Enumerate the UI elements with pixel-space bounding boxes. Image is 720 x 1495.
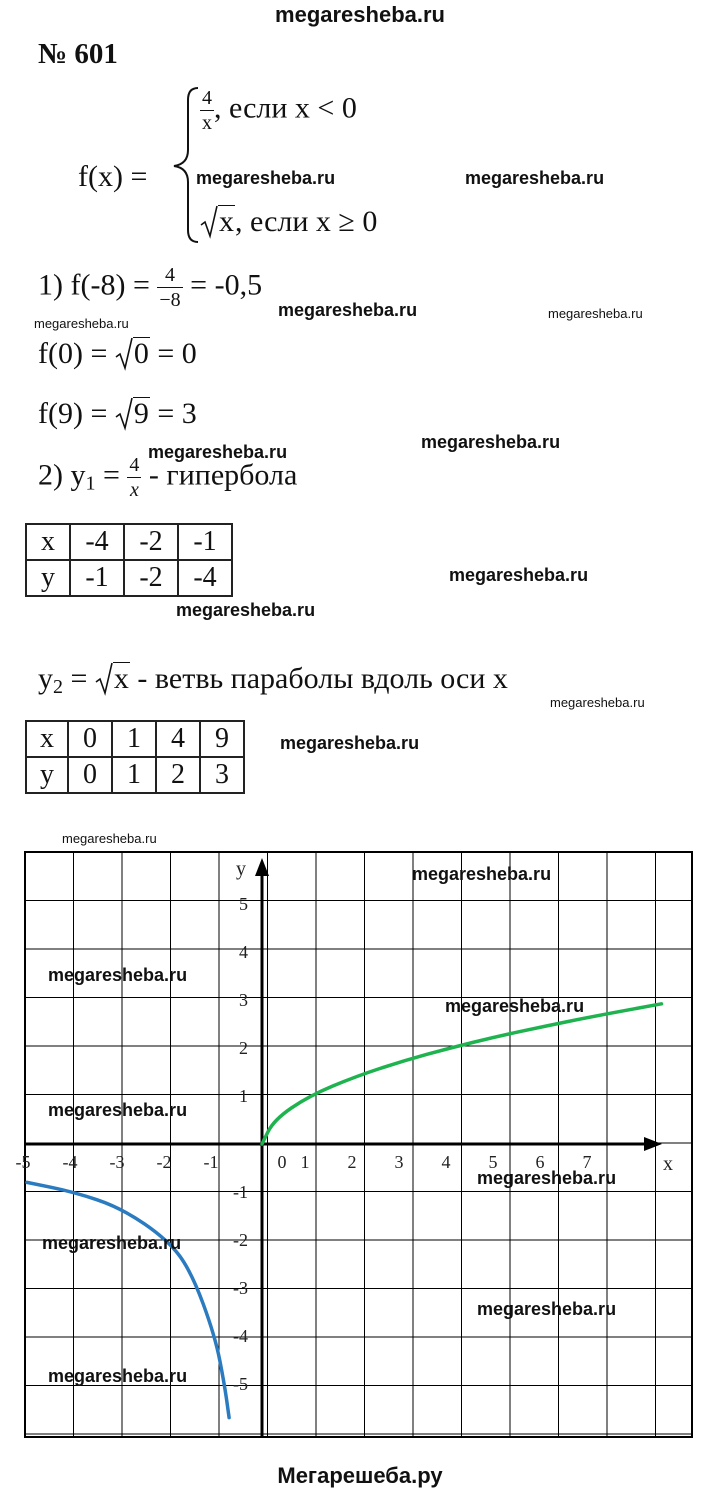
fraction-denominator: x [202,112,212,134]
y-tick-label: -4 [233,1326,248,1346]
watermark: megaresheba.ru [48,1366,188,1386]
watermark: megaresheba.ru [148,442,288,462]
table-cell: -4 [178,560,232,596]
table-cell: y [26,560,70,596]
radicand: 0 [133,337,149,370]
y-tick-label: 5 [239,894,248,914]
case-1-condition: , если x < 0 [214,91,357,125]
x-tick-label: 6 [535,1152,545,1172]
y-tick-label: 4 [239,942,248,962]
equals-sign: = [103,458,120,492]
table-cell: -1 [178,524,232,560]
x-tick-label: -3 [109,1152,125,1172]
fraction-denominator: −8 [159,289,181,311]
table-cell: 1 [112,757,156,793]
radicand: x [113,662,129,695]
watermark: megaresheba.ru [548,306,643,321]
y1-subscript: 1 [85,472,96,495]
eval-result: = -0,5 [190,268,263,302]
radicand: 9 [133,397,149,430]
case-2-condition: , если x ≥ 0 [235,205,378,238]
x-tick-label: 3 [394,1152,404,1172]
watermark: megaresheba.ru [48,965,188,985]
eval-result: = 3 [157,397,197,430]
x-tick-label: 1 [300,1152,310,1172]
y-tick-label: 1 [239,1086,248,1106]
equals-sign: = [70,662,88,695]
x-tick-label: -2 [156,1152,172,1172]
table-cell: -2 [124,560,178,596]
table-cell: 2 [156,757,200,793]
x-tick-label: 0 [277,1152,287,1172]
table-cell: x [26,721,68,757]
x-axis-label: x [663,1153,673,1175]
fraction-denominator: x [129,479,139,501]
y2-description: - ветвь параболы вдоль оси x [137,662,508,695]
y-tick-label: -1 [233,1182,248,1202]
table-cell: -1 [70,560,124,596]
table-cell: 3 [200,757,244,793]
table-cell: -2 [124,524,178,560]
eval-result: = 0 [157,337,197,370]
table-cell: 0 [68,721,112,757]
x-tick-label: 7 [582,1152,592,1172]
eval-label: 1) f(-8) = [38,268,150,302]
watermark: megaresheba.ru [477,1299,617,1319]
y-tick-label: -5 [233,1374,248,1394]
table-cell: 0 [68,757,112,793]
watermark: megaresheba.ru [477,1168,617,1188]
y1-label: 2) y [38,458,86,492]
y2-label: y [38,662,53,695]
watermark: megaresheba.ru [42,1233,182,1253]
watermark: megaresheba.ru [445,996,585,1016]
watermark: megaresheba.ru [196,168,336,188]
function-name: f(x) = [78,160,148,193]
watermark: megaresheba.ru [412,864,552,884]
graph-axes [25,858,662,1437]
y2-subscript: 2 [53,676,63,698]
problem-number: № 601 [38,38,118,70]
watermark: megaresheba.ru [176,600,316,620]
y-tick-label: 3 [239,990,248,1010]
y-tick-label: -3 [233,1278,248,1298]
fraction-numerator: 4 [165,264,176,286]
x-axis-arrow-icon [644,1137,662,1151]
eval-label: f(0) = [38,337,108,370]
y-axis-label: y [236,858,246,880]
watermark: megaresheba.ru [449,565,589,585]
fraction-numerator: 4 [202,87,212,109]
watermark: megaresheba.ru [62,831,157,846]
x-tick-label: 4 [441,1152,451,1172]
y-tick-label: 2 [239,1038,248,1058]
site-header: megaresheba.ru [275,2,445,27]
site-footer: Мегарешеба.ру [277,1463,443,1488]
table-cell: y [26,757,68,793]
table-cell: -4 [70,524,124,560]
watermark: megaresheba.ru [48,1100,188,1120]
eval-label: f(9) = [38,397,108,430]
x-tick-label: 2 [347,1152,357,1172]
watermark: megaresheba.ru [34,316,129,331]
y-axis-arrow-icon [255,858,269,876]
y1-description: - гипербола [148,458,298,492]
fraction-numerator: 4 [129,454,140,476]
table-cell: 1 [112,721,156,757]
watermark: megaresheba.ru [421,432,561,452]
x-tick-label: -4 [62,1152,78,1172]
table-cell: x [26,524,70,560]
watermark: megaresheba.ru [465,168,605,188]
watermark: megaresheba.ru [280,733,420,753]
x-tick-label: -1 [203,1152,219,1172]
table-cell: 9 [200,721,244,757]
watermark: megaresheba.ru [278,300,418,320]
radicand: x [219,205,234,238]
x-tick-label: -5 [15,1152,31,1172]
watermark: megaresheba.ru [550,695,645,710]
table-cell: 4 [156,721,200,757]
y-tick-label: -2 [233,1230,248,1250]
x-tick-label: 5 [488,1152,498,1172]
